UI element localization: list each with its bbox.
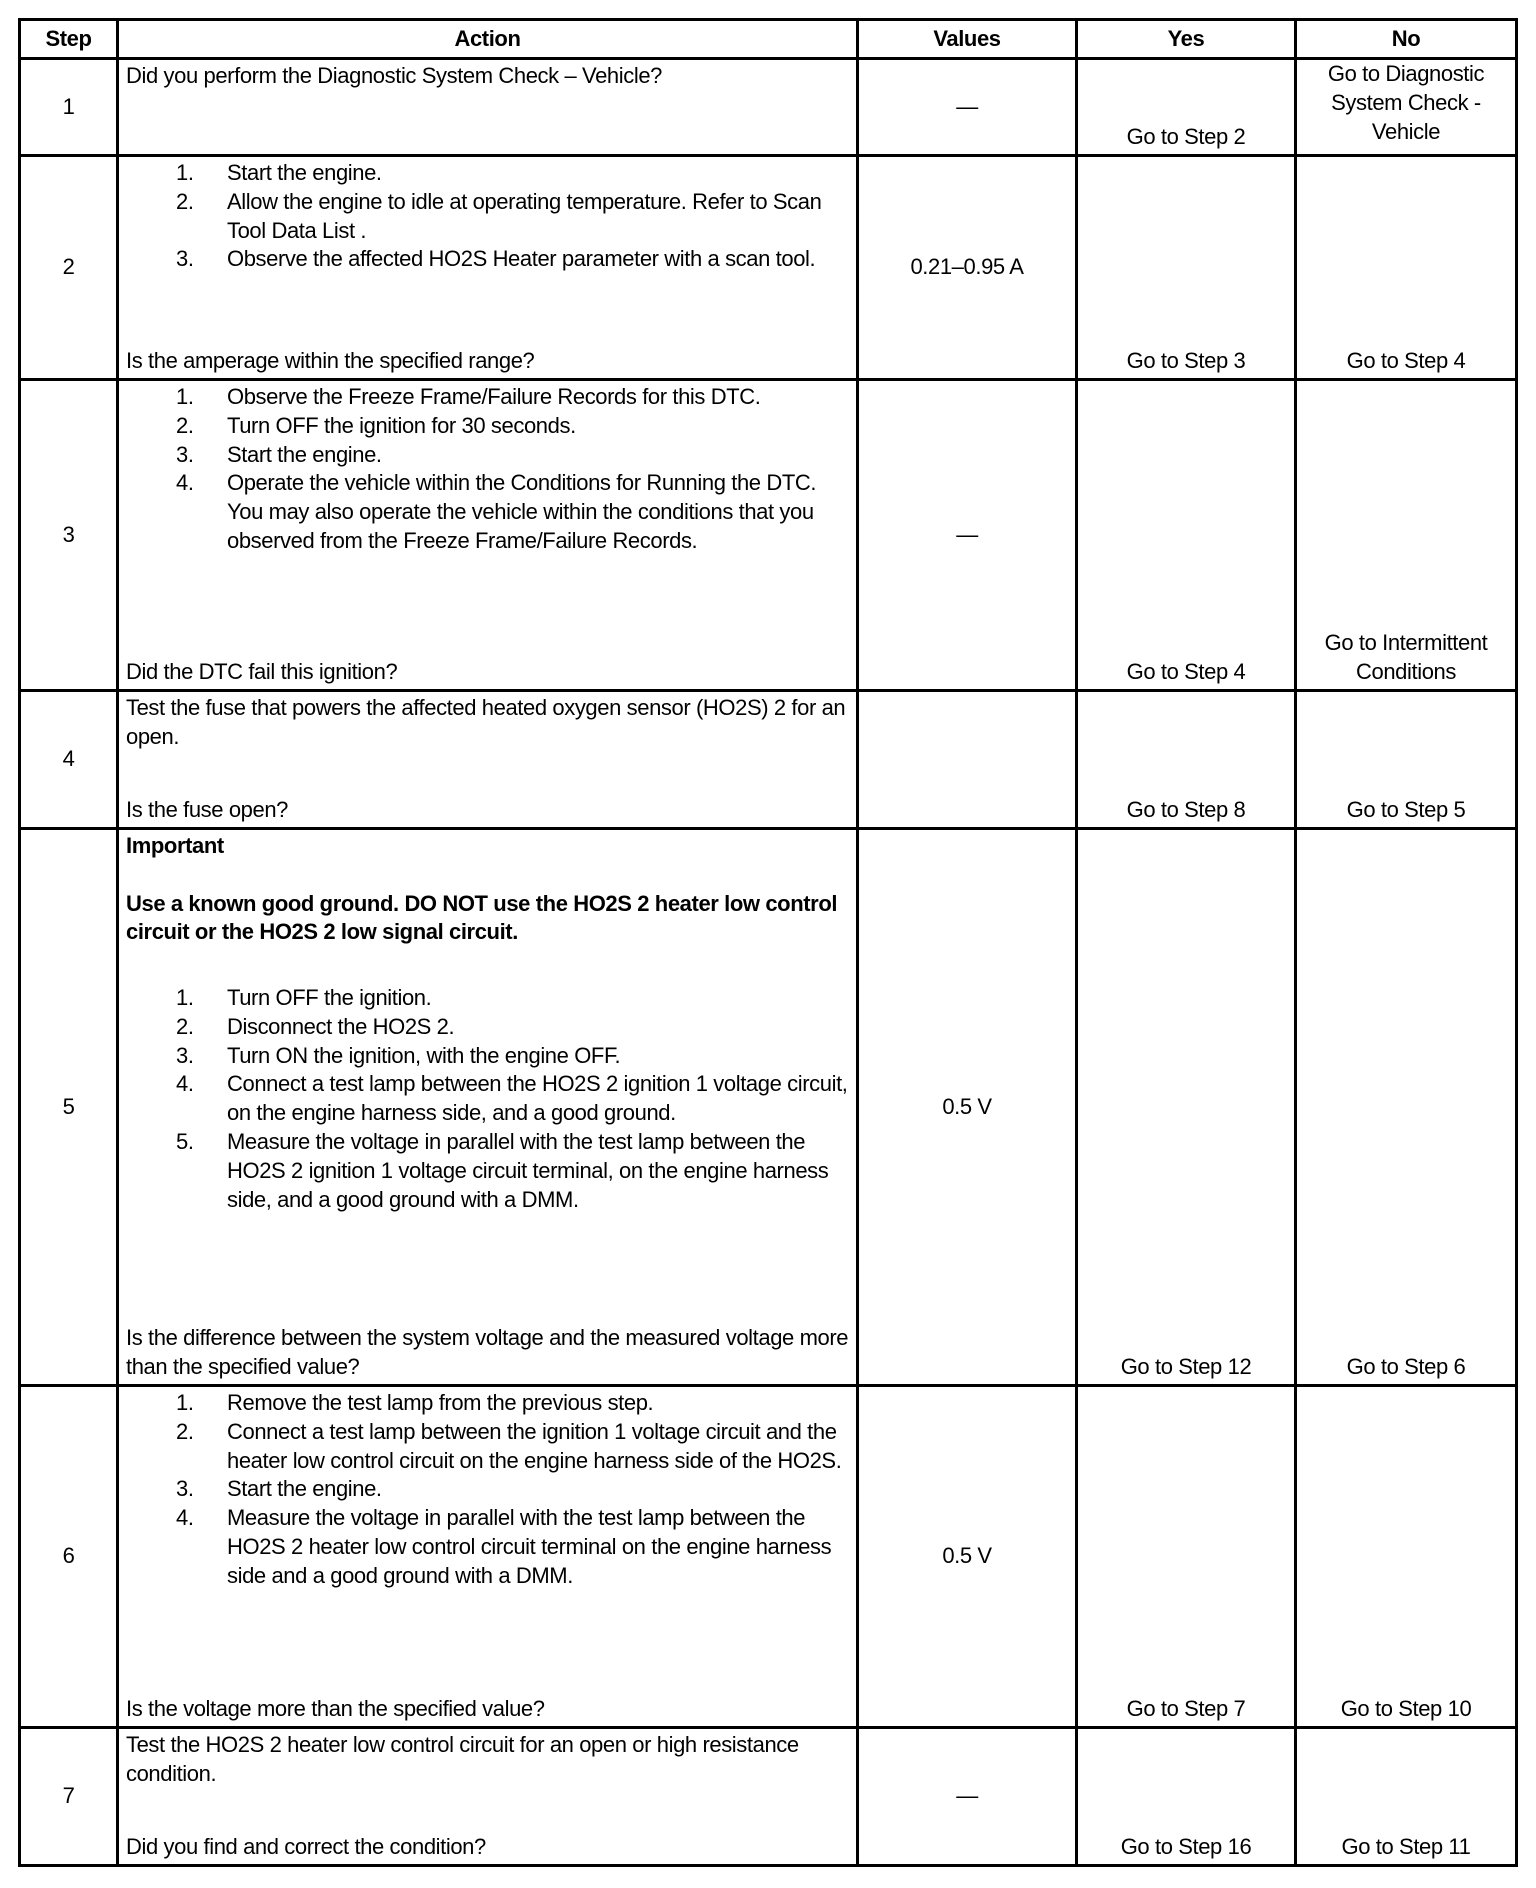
yes-cell[interactable]: Go to Step 8 bbox=[1077, 691, 1296, 829]
no-cell[interactable]: Go to Step 4 bbox=[1296, 156, 1517, 380]
action-question: Is the difference between the system voltage and the measured voltage more than the specified value? bbox=[126, 1325, 849, 1380]
step-number: 2. bbox=[176, 1418, 194, 1444]
action-cell bbox=[118, 1386, 858, 1728]
step-number-cell: 4 bbox=[20, 691, 118, 829]
action-step: 3. Start the engine. bbox=[126, 441, 850, 470]
no-cell[interactable]: Go to Diagnostic System Check - Vehicle bbox=[1296, 59, 1517, 156]
no-cell[interactable]: Go to Step 10 bbox=[1296, 1386, 1517, 1728]
action-cell bbox=[118, 691, 858, 829]
action-step: 4. Measure the voltage in parallel with the test lamp between the HO2S 2 heater low control circuit terminal on the engine harness side and a good ground with a DMM. bbox=[176, 1505, 832, 1588]
action-steps bbox=[126, 159, 850, 274]
action-step: 3. Observe the affected HO2S Heater parameter with a scan tool. bbox=[126, 245, 850, 274]
action-step: 3. Turn ON the ignition, with the engine OFF. bbox=[126, 1042, 850, 1071]
action-question: Is the amperage within the specified range? bbox=[126, 348, 535, 374]
yes-cell[interactable]: Go to Step 2 bbox=[1077, 59, 1296, 156]
step-number-cell: 2 bbox=[20, 156, 118, 380]
step-number: 3. bbox=[176, 246, 194, 272]
action-steps bbox=[126, 1389, 850, 1591]
value-cell: 0.21–0.95 A bbox=[858, 156, 1077, 380]
action-step: 4. Operate the vehicle within the Conditions for Running the DTC. You may also operate the vehicle within the conditions that you observed from the Freeze Frame/Failure Records. bbox=[176, 470, 817, 553]
action-step: 2. Connect a test lamp between the ignition 1 voltage circuit and the heater low control circuit on the engine harness side of the HO2S. bbox=[176, 1418, 842, 1473]
value-cell: 0.5 V bbox=[858, 829, 1077, 1386]
action-step: 2. Disconnect the HO2S 2. bbox=[126, 1013, 850, 1042]
no-cell[interactable]: Go to Step 6 bbox=[1296, 829, 1517, 1386]
action-step: 1. Start the engine. bbox=[126, 159, 850, 188]
action-step: 4. Connect a test lamp between the HO2S 2 ignition 1 voltage circuit, on the engine harness side, and a good ground. bbox=[176, 1071, 848, 1126]
value-cell: 0.5 V bbox=[858, 1386, 1077, 1728]
action-intro: Test the HO2S 2 heater low control circuit for an open or high resistance condition. bbox=[126, 1732, 799, 1786]
step-number: 1. bbox=[176, 384, 194, 409]
yes-cell[interactable]: Go to Step 12 bbox=[1077, 829, 1296, 1386]
value-cell bbox=[858, 691, 1077, 829]
action-question: Is the fuse open? bbox=[126, 797, 288, 823]
step-number: 2. bbox=[176, 412, 194, 438]
step-number: 3. bbox=[176, 1042, 194, 1068]
action-steps bbox=[126, 383, 850, 556]
step-number: 5. bbox=[176, 1128, 194, 1154]
step-number: 2. bbox=[176, 188, 194, 214]
no-cell[interactable]: Go to Intermittent Conditions bbox=[1296, 380, 1517, 691]
header-action: Action bbox=[118, 20, 858, 59]
action-step: 2. Turn OFF the ignition for 30 seconds. bbox=[126, 412, 850, 441]
value-cell: — bbox=[858, 59, 1077, 156]
action-intro: Test the fuse that powers the affected heated oxygen sensor (HO2S) 2 for an open. bbox=[126, 695, 846, 749]
action-cell bbox=[118, 59, 858, 156]
header-values: Values bbox=[858, 20, 1077, 59]
action-question: Is the voltage more than the specified value? bbox=[126, 1696, 545, 1722]
yes-cell[interactable]: Go to Step 3 bbox=[1077, 156, 1296, 380]
action-step: 2. Allow the engine to idle at operating temperature. Refer to Scan Tool Data List . bbox=[176, 188, 822, 243]
action-step: 3. Start the engine. bbox=[126, 1475, 850, 1504]
step-number-cell: 7 bbox=[20, 1728, 118, 1866]
table-row bbox=[20, 691, 1517, 829]
action-cell bbox=[118, 829, 858, 1386]
action-question: Did you find and correct the condition? bbox=[126, 1834, 486, 1860]
important-label: Important bbox=[126, 833, 224, 858]
action-step: 1. Observe the Freeze Frame/Failure Records for this DTC. bbox=[126, 383, 850, 412]
yes-cell[interactable]: Go to Step 4 bbox=[1077, 380, 1296, 691]
header-yes: Yes bbox=[1077, 20, 1296, 59]
action-steps bbox=[126, 984, 850, 1214]
value-cell: — bbox=[858, 1728, 1077, 1866]
header-step: Step bbox=[20, 20, 118, 59]
action-step: 5. Measure the voltage in parallel with the test lamp between the HO2S 2 ignition 1 voltage circuit terminal, on the engine harness side, and a good ground with a DMM. bbox=[176, 1128, 829, 1212]
step-number: 1. bbox=[176, 984, 194, 1010]
step-number: 4. bbox=[176, 1505, 194, 1531]
action-step: 1. Turn OFF the ignition. bbox=[126, 984, 850, 1013]
value-cell: — bbox=[858, 380, 1077, 691]
step-number-cell: 1 bbox=[20, 59, 118, 156]
action-cell bbox=[118, 156, 858, 380]
step-number: 1. bbox=[176, 1390, 194, 1415]
header-row bbox=[20, 20, 1517, 59]
step-number-cell: 5 bbox=[20, 829, 118, 1386]
step-number: 4. bbox=[176, 470, 194, 496]
action-cell bbox=[118, 1728, 858, 1866]
action-intro: Did you perform the Diagnostic System Check – Vehicle? bbox=[126, 63, 662, 88]
step-number: 1. bbox=[176, 160, 194, 185]
action-question: Did the DTC fail this ignition? bbox=[126, 659, 398, 685]
table-row bbox=[20, 1728, 1517, 1866]
step-number: 2. bbox=[176, 1013, 194, 1039]
no-cell[interactable]: Go to Step 5 bbox=[1296, 691, 1517, 829]
no-cell[interactable]: Go to Step 11 bbox=[1296, 1728, 1517, 1866]
table-row bbox=[20, 1386, 1517, 1728]
step-number: 3. bbox=[176, 441, 194, 467]
step-number: 3. bbox=[176, 1476, 194, 1502]
step-number: 4. bbox=[176, 1071, 194, 1097]
yes-cell[interactable]: Go to Step 16 bbox=[1077, 1728, 1296, 1866]
table-row bbox=[20, 59, 1517, 156]
table-row bbox=[20, 829, 1517, 1386]
step-number-cell: 3 bbox=[20, 380, 118, 691]
diagnostic-table bbox=[18, 18, 1518, 1867]
yes-cell[interactable]: Go to Step 7 bbox=[1077, 1386, 1296, 1728]
action-cell bbox=[118, 380, 858, 691]
action-step: 1. Remove the test lamp from the previous step. bbox=[126, 1389, 850, 1418]
step-number-cell: 6 bbox=[20, 1386, 118, 1728]
header-no: No bbox=[1296, 20, 1517, 59]
important-text: Use a known good ground. DO NOT use the HO2S 2 heater low control circuit or the HO2S 2 low signal circuit. bbox=[126, 890, 838, 945]
table-row bbox=[20, 156, 1517, 380]
table-row bbox=[20, 380, 1517, 691]
